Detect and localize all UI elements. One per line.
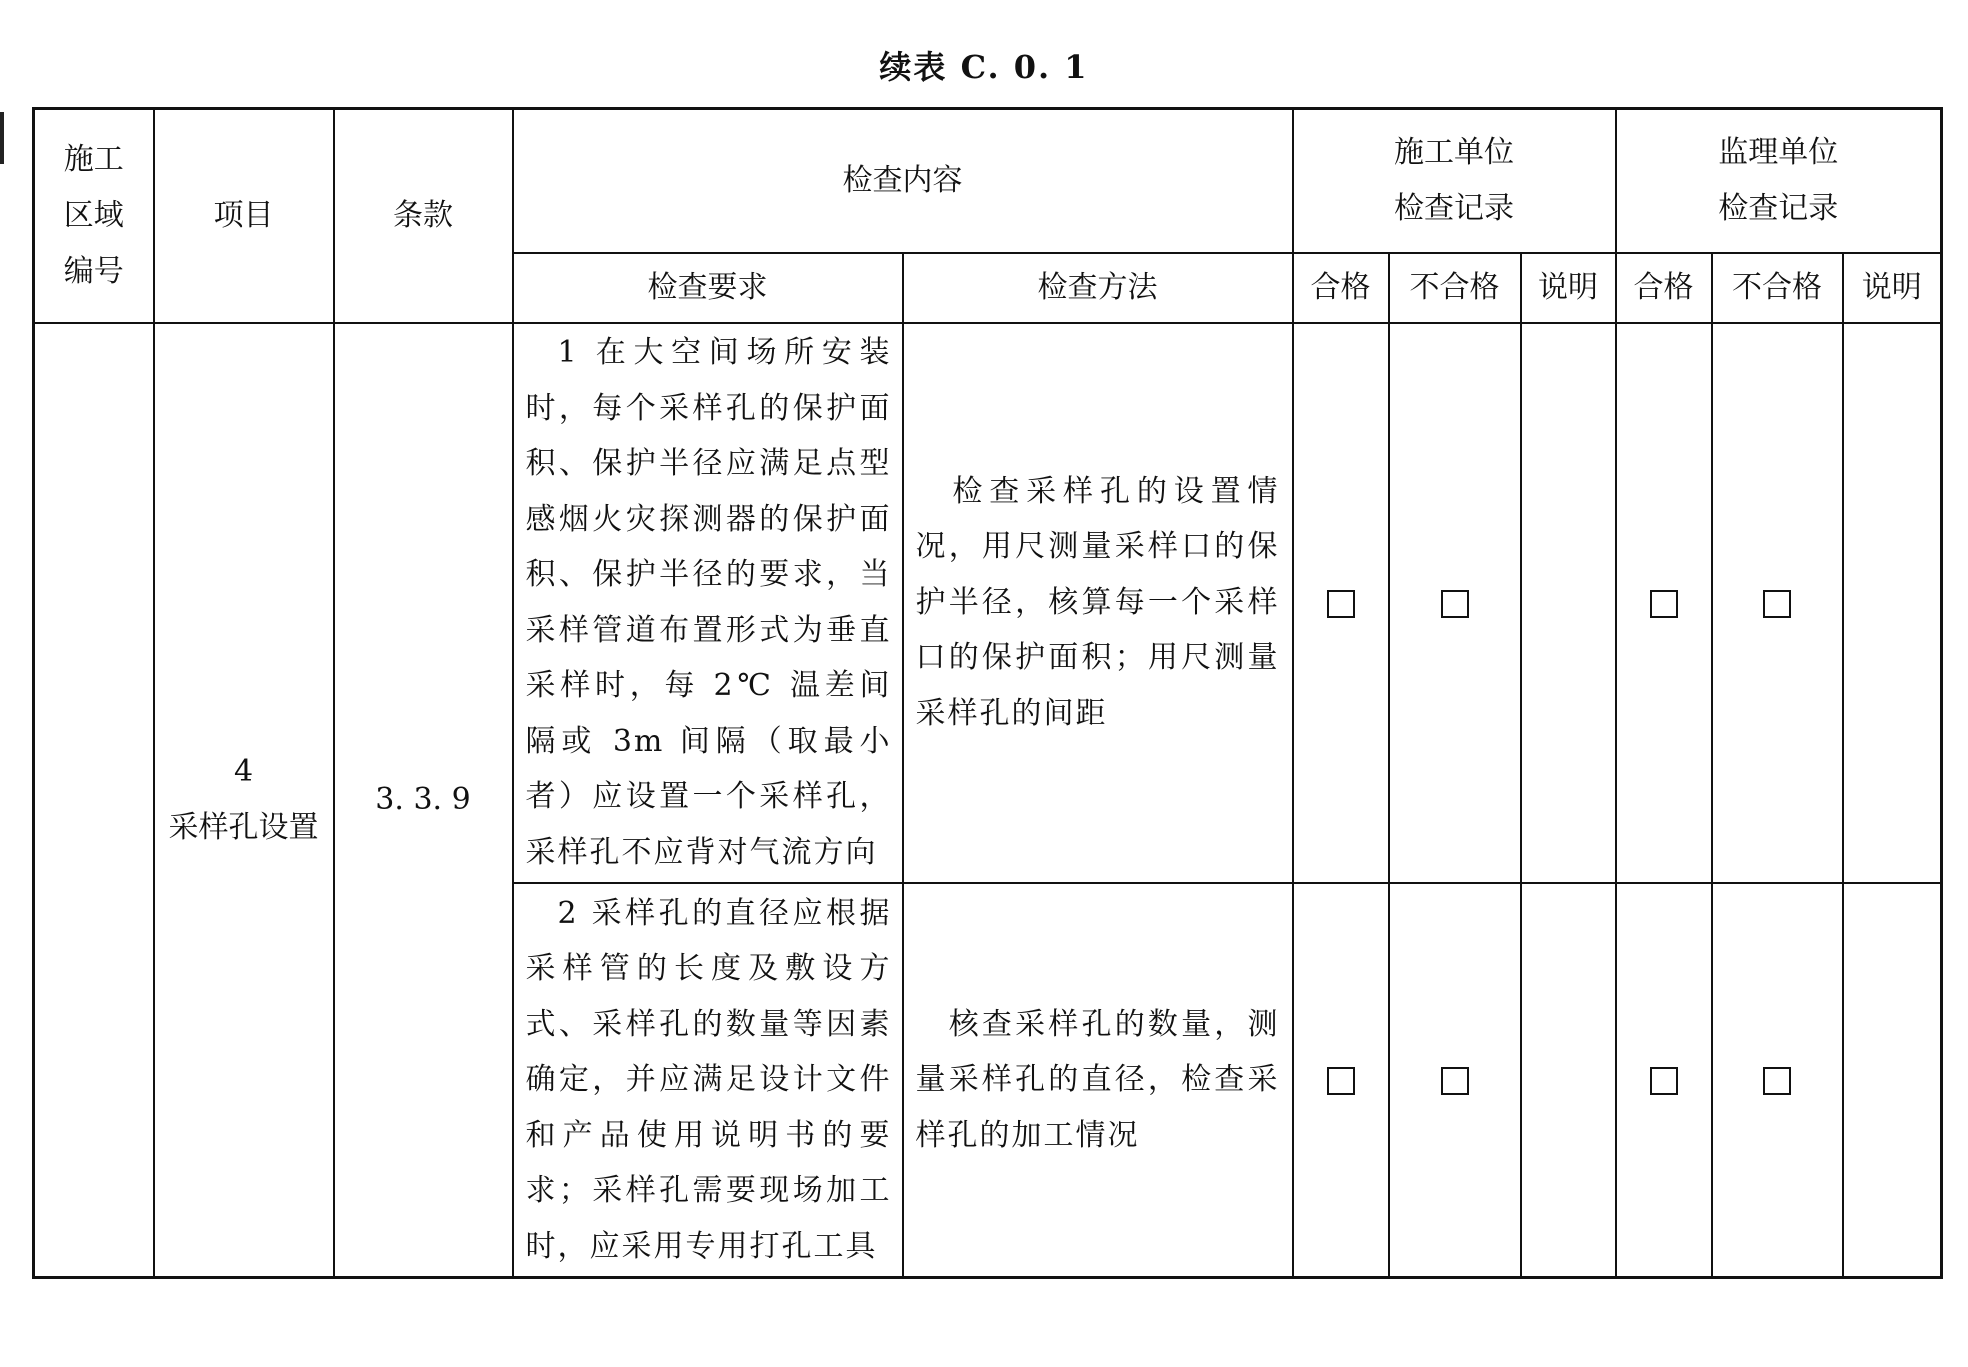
method-cell-1 [903, 323, 1293, 883]
contractor-pass-checkbox[interactable] [1327, 590, 1355, 618]
header-contractor-pass: 合格 [1293, 253, 1389, 323]
contractor-fail-checkbox[interactable] [1441, 1067, 1469, 1095]
header-supervisor-pass: 合格 [1616, 253, 1712, 323]
header-contractor-record [1293, 109, 1616, 253]
contractor-note-cell-2[interactable] [1521, 883, 1616, 1278]
supervisor-pass-checkbox[interactable] [1650, 590, 1678, 618]
header-item: 项目 [154, 109, 334, 323]
requirement-text-1: 1 在大空间场所安装时，每个采样孔的保护面积、保护半径应满足点型感烟火灾探测器的保护面积、保护半径的要求，当采样管道布置形式为垂直采样时，每 2℃ 温差间隔或 3m 间隔（取最小者）应设置一个采样孔，采样孔不应背对气流方向 [525, 335, 892, 870]
item-name: 采样孔设置 [168, 809, 319, 845]
supervisor-note-cell-1[interactable] [1843, 323, 1942, 883]
supervisor-fail-checkbox[interactable] [1763, 590, 1791, 618]
header-supervisor-note: 说明 [1843, 253, 1942, 323]
item-cell [154, 323, 334, 1278]
requirement-cell-1 [513, 323, 903, 883]
supervisor-pass-checkbox[interactable] [1650, 1067, 1678, 1095]
header-supervisor-line-2: 检查记录 [1718, 190, 1839, 226]
method-text-2: 核查采样孔的数量，测量采样孔的直径，检查采样孔的加工情况 [915, 1006, 1280, 1153]
clause-cell: 3. 3. 9 [334, 323, 513, 1278]
contractor-fail-cell-2 [1389, 883, 1521, 1278]
table-title: 续表 C. 0. 1 [879, 48, 1089, 86]
header-supervisor-fail: 不合格 [1712, 253, 1843, 323]
supervisor-fail-cell-2 [1712, 883, 1843, 1278]
method-text-1: 检查采样孔的设置情况，用尺测量采样口的保护半径，核算每一个采样口的保护面积；用尺测量采样孔的间距 [915, 473, 1280, 731]
contractor-note-cell-1[interactable] [1521, 323, 1616, 883]
header-clause: 条款 [334, 109, 513, 323]
header-area-code [34, 109, 154, 323]
header-requirement: 检查要求 [513, 253, 903, 323]
supervisor-note-cell-2[interactable] [1843, 883, 1942, 1278]
header-method: 检查方法 [903, 253, 1293, 323]
requirement-text-2: 2 采样孔的直径应根据采样管的长度及敷设方式、采样孔的数量等因素确定，并应满足设计文件和产品使用说明书的要求；采样孔需要现场加工时，应采用专用打孔工具 [525, 895, 892, 1264]
supervisor-pass-cell-2 [1616, 883, 1712, 1278]
method-cell-2 [903, 883, 1293, 1278]
contractor-pass-cell-1 [1293, 323, 1389, 883]
header-area-code-line-3: 编号 [63, 253, 124, 289]
requirement-cell-2 [513, 883, 903, 1278]
contractor-pass-cell-2 [1293, 883, 1389, 1278]
supervisor-pass-cell-1 [1616, 323, 1712, 883]
header-area-code-line-2: 区域 [63, 197, 124, 233]
contractor-fail-cell-1 [1389, 323, 1521, 883]
header-contractor-note: 说明 [1521, 253, 1616, 323]
header-contractor-line-1: 施工单位 [1394, 134, 1515, 170]
margin-mark [0, 112, 4, 164]
table-row [34, 323, 1942, 883]
header-contractor-fail: 不合格 [1389, 253, 1521, 323]
header-supervisor-record [1616, 109, 1942, 253]
header-contractor-line-2: 检查记录 [1394, 190, 1515, 226]
supervisor-fail-cell-1 [1712, 323, 1843, 883]
item-number: 4 [233, 753, 254, 789]
header-supervisor-line-1: 监理单位 [1718, 134, 1839, 170]
header-area-code-line-1: 施工 [63, 141, 124, 177]
area-code-cell [34, 323, 154, 1278]
inspection-table [32, 107, 1943, 1279]
contractor-fail-checkbox[interactable] [1441, 590, 1469, 618]
contractor-pass-checkbox[interactable] [1327, 1067, 1355, 1095]
header-content: 检查内容 [513, 109, 1293, 253]
supervisor-fail-checkbox[interactable] [1763, 1067, 1791, 1095]
